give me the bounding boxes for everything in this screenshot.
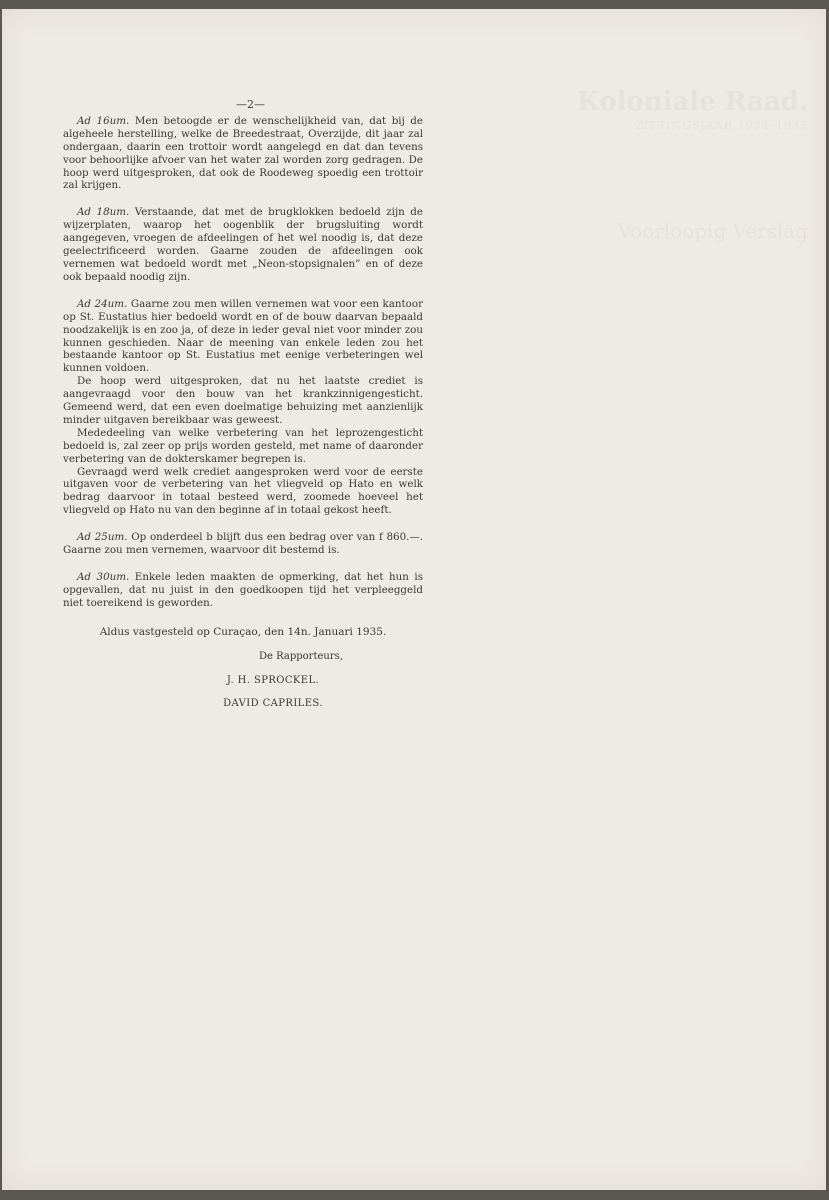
paragraph-ad-25 xyxy=(63,531,423,557)
paragraph-text: Enkele leden maakten de opmerking, dat het hun is opgevallen, dat nu juist in den goedkoopen tijd het verpleeggeld niet toereikend is geworden. xyxy=(63,571,423,609)
paragraph-text: Men betoogde er de wenschelijkheid van, dat bij de algeheele herstelling, welke de Breedestraat, Overzijde, dit jaar zal ondergaan, daarin een trottoir wordt aangelegd en dat dan tevens voor behoorlijke afvoer van het water zal worden zorg gedragen. De hoop werd uitgesproken, dat ook de Roodeweg spoedig een trottoir zal krijgen. xyxy=(63,114,423,192)
article-reference: Ad 25um. xyxy=(77,531,128,544)
paragraph-text: Verstaande, dat met de brugklokken bedoeld zijn de wijzerplaten, waarop het oogenblik der brugsluiting wordt aangegeven, vroegen de afdeelingen of het wel noodig is, dat deze geelectrificeerd worden. Gaarne zouden de afdeelingen ook vernemen wat bedoeld wordt met „Neon-stopsignalen” en of deze ook bepaald noodig zijn. xyxy=(63,206,423,283)
paragraph-continuation: Mededeeling van welke verbetering van het leprozengesticht bedoeld is, zal zeer op prijs worden gesteld, met name of daaronder verbetering van de dokterskamer begrepen is. xyxy=(63,426,423,465)
show-through-subtitle: ZITTINGSJAAR 1934–1935 xyxy=(635,119,808,132)
article-reference: Ad 18um. xyxy=(77,206,130,219)
document-page xyxy=(2,9,826,1190)
paragraph-text: Gaarne zou men willen vernemen wat voor een kantoor op St. Eustatius hier bedoeld wordt en of de bouw daarvan bepaald noodzakelijk is en zoo ja, of deze in ieder geval niet voor minder zou kunnen geschieden. Naar de meening van enkele leden zou het bestaande kantoor op St. Eustatius met eenige verbeteringen wel kunnen voldoen. xyxy=(63,297,423,375)
article-reference: Ad 30um. xyxy=(77,571,130,583)
page-number: —2— xyxy=(236,98,265,111)
paragraph-continuation: Gevraagd werd welk crediet aangesproken werd voor de eerste uitgaven voor de verbetering van het vliegveld op Hato en welk bedrag daarvoor in totaal besteed werd, zoomede hoeveel het vliegveld op Hato nu van den beginne af in totaal gekost heeft. xyxy=(63,465,423,517)
paragraph-ad-16 xyxy=(63,115,423,192)
signatory-name: J. H. SPROCKEL. xyxy=(226,674,320,686)
paragraph-continuation: De hoop werd uitgesproken, dat nu het laatste crediet is aangevraagd voor den bouw van het krankzinnigengesticht. Gemeend werd, dat een even doelmatige behuizing met aanzienlijk minder uitgaven bereikbaar was geweest. xyxy=(63,375,423,426)
article-reference: Ad 16um. xyxy=(77,114,130,127)
paragraph-ad-30 xyxy=(63,571,423,610)
article-reference: Ad 24um. xyxy=(77,297,128,310)
signatory-name: DAVID CAPRILES. xyxy=(223,698,323,710)
show-through-title: Koloniale Raad. xyxy=(577,87,808,117)
paragraph-text: Op onderdeel b blijft dus een bedrag over van f 860.—. Gaarne zou men vernemen, waarvoor dit bestemd is. xyxy=(63,531,423,557)
report-body xyxy=(63,99,423,711)
paragraph-ad-24 xyxy=(63,298,423,517)
show-through-version: Voorloopig Verslag xyxy=(617,219,808,243)
closing-statement: Aldus vastgesteld op Curaçao, den 14n. Januari 1935. xyxy=(99,625,387,638)
rapporteurs-label: De Rapporteurs, xyxy=(259,650,343,662)
paragraph-ad-18 xyxy=(63,206,423,283)
